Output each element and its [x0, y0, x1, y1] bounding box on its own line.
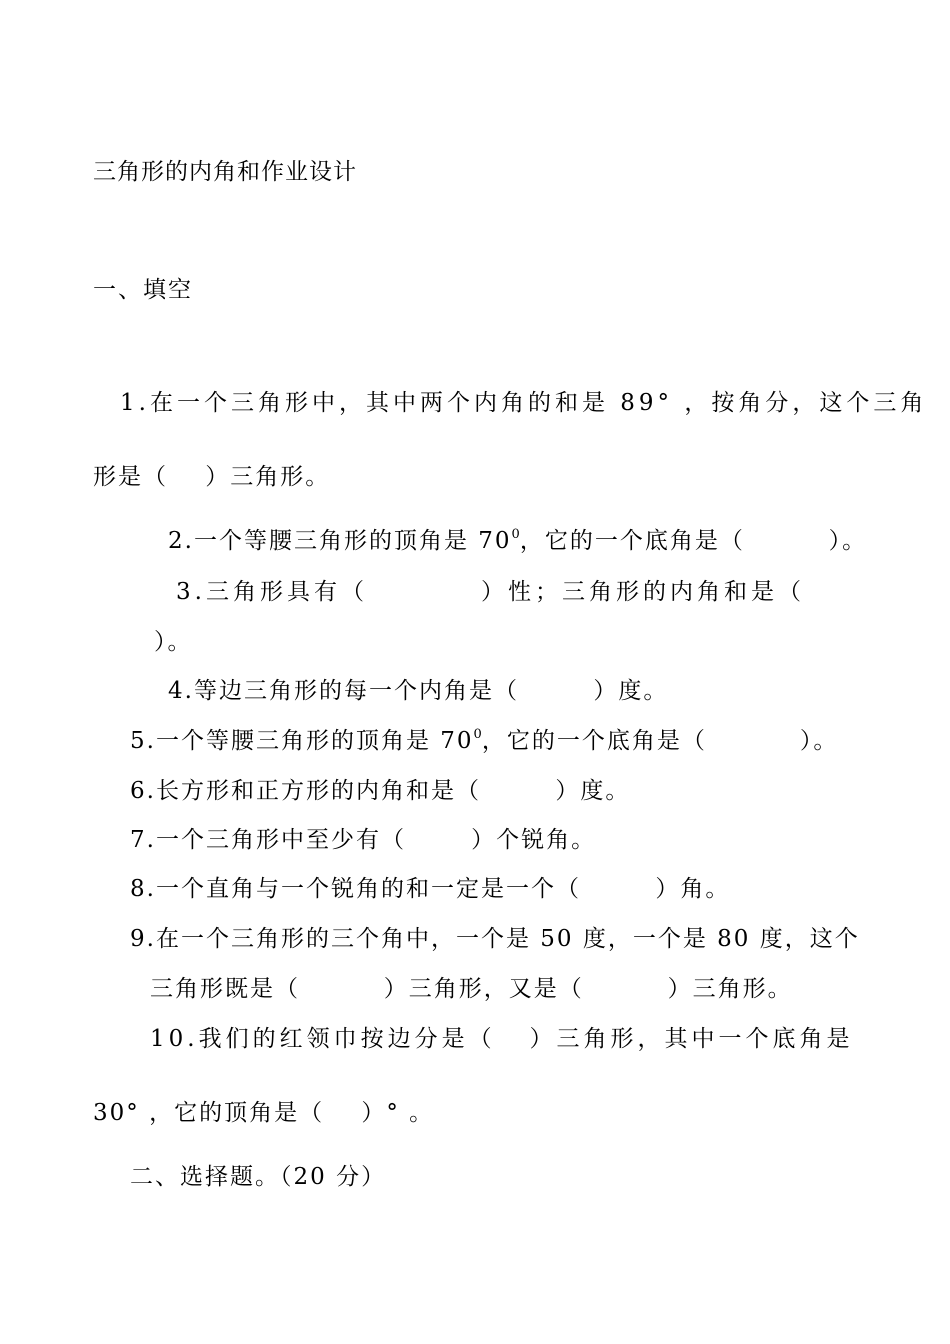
page-title: 三角形的内角和作业设计: [93, 159, 357, 185]
question-4: 4.等边三角形的每一个内角是（ ）度。: [168, 678, 669, 704]
question-2: [168, 527, 867, 555]
question-2-text-b: ，它的一个底角是（ ）。: [519, 528, 868, 554]
question-1-line-2: 形是（ ）三角形。: [93, 464, 331, 490]
degree-superscript: 0: [473, 727, 482, 742]
question-8: 8.一个直角与一个锐角的和一定是一个（ ）角。: [130, 876, 731, 902]
question-3-line-1: 3.三角形具有（ ）性；三角形的内角和是（: [176, 579, 806, 605]
section-heading-multiple-choice: 二、选择题。（20 分）: [130, 1164, 387, 1190]
degree-superscript: 0: [511, 527, 520, 542]
question-5: [130, 727, 838, 755]
question-9-line-1: 9.在一个三角形的三个角中，一个是 50 度，一个是 80 度，这个: [130, 926, 860, 952]
section-heading-fill-blank: 一、填空: [93, 277, 193, 303]
question-10-line-1: 10.我们的红领巾按边分是（ ）三角形，其中一个底角是: [150, 1026, 854, 1052]
question-5-text-b: ，它的一个底角是（ ）。: [481, 728, 839, 754]
question-2-text-a: 2.一个等腰三角形的顶角是 70: [168, 528, 512, 554]
question-10-line-2: 30° ，它的顶角是（ ）° 。: [93, 1100, 435, 1126]
question-1-line-1: 1.在一个三角形中，其中两个内角的和是 89° ，按角分，这个三角: [120, 390, 928, 416]
question-5-text-a: 5.一个等腰三角形的顶角是 70: [130, 728, 474, 754]
question-6: 6.长方形和正方形的内角和是（ ）度。: [130, 778, 631, 804]
question-9-line-2: 三角形既是（ ）三角形，又是（ ）三角形。: [150, 976, 793, 1002]
question-7: 7.一个三角形中至少有（ ）个锐角。: [130, 827, 597, 853]
question-3-line-2: ）。: [154, 629, 193, 655]
